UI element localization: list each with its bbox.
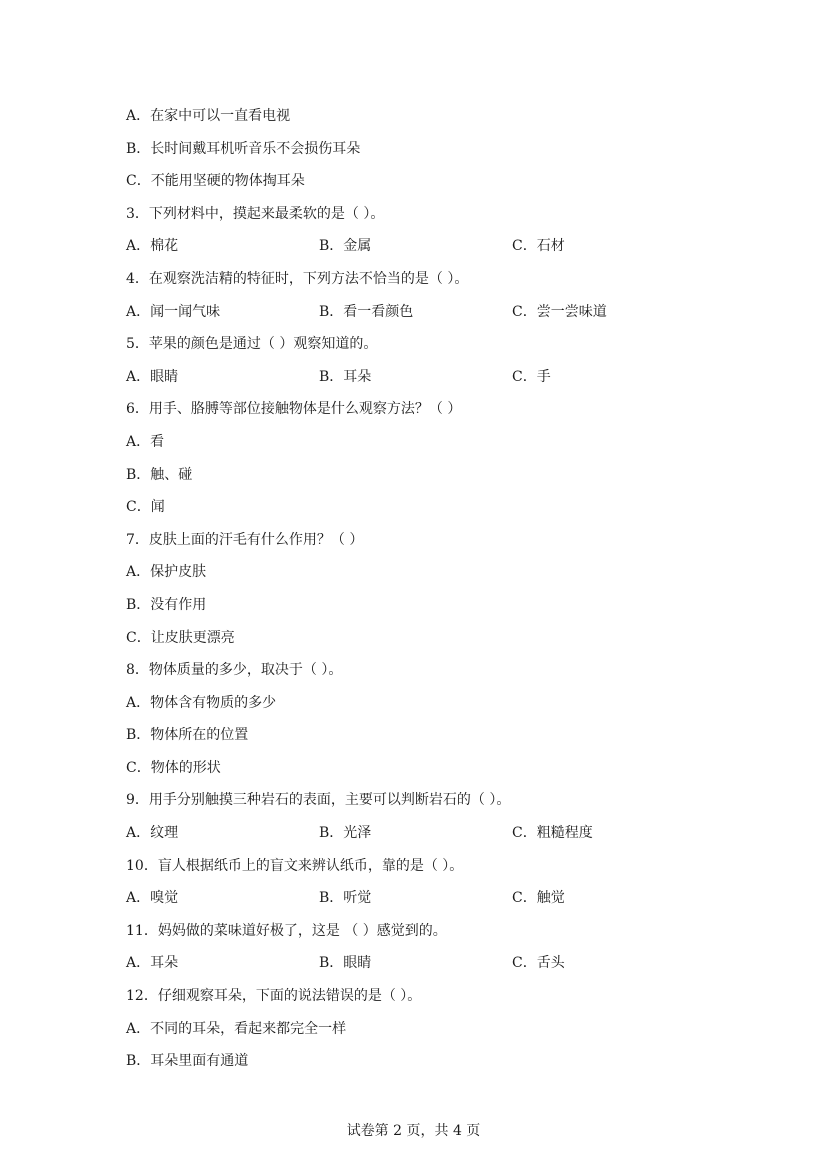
answer-option: C．尝一尝味道 [512, 303, 607, 320]
text-line: 12．仔细观察耳朵，下面的说法错误的是（ ）。 [126, 988, 422, 1005]
text-line: A．保护皮肤 [126, 564, 207, 581]
text-line: 6．用手、胳膊等部位接触物体是什么观察方法？（ ） [126, 401, 462, 418]
answer-option: A．纹理 [126, 825, 179, 842]
text-line: C．闻 [126, 499, 165, 516]
text-line: 4．在观察洗洁精的特征时，下列方法不恰当的是（ ）。 [126, 270, 469, 287]
text-line: B．没有作用 [126, 596, 207, 613]
options-row [126, 302, 766, 335]
answer-option: B．光泽 [319, 825, 372, 842]
text-line: A．在家中可以一直看电视 [126, 108, 291, 124]
text-line: C．不能用坚硬的物体掏耳朵 [126, 173, 305, 190]
text-line: 11．妈妈做的菜味道好极了，这是 （ ）感觉到的。 [126, 922, 447, 939]
options-row [126, 953, 766, 986]
answer-option: A．闻一闻气味 [126, 303, 221, 320]
answer-option: C．石材 [512, 238, 565, 255]
answer-option: C．触觉 [512, 890, 565, 907]
text-line: 3．下列材料中，摸起来最柔软的是（ ）。 [126, 205, 385, 222]
text-line: 9．用手分别触摸三种岩石的表面，主要可以判断岩石的（ ）。 [126, 792, 511, 809]
text-line: B．长时间戴耳机听音乐不会损伤耳朵 [126, 140, 361, 157]
options-row [126, 367, 766, 400]
options-row [126, 236, 766, 269]
text-line: C．物体的形状 [126, 759, 221, 776]
text-line: B．物体所在的位置 [126, 727, 249, 744]
options-row [126, 888, 766, 921]
text-line: A．看 [126, 433, 165, 450]
page-footer: 试卷第 2 页，共 4 页 [346, 1123, 481, 1139]
answer-option: B．听觉 [319, 890, 372, 907]
answer-option: B．看一看颜色 [319, 303, 414, 320]
answer-option: B．金属 [319, 238, 372, 255]
text-line: A．物体含有物质的多少 [126, 694, 277, 711]
text-line: 10．盲人根据纸币上的盲文来辨认纸币，靠的是（ ）。 [126, 857, 464, 874]
answer-option: A．嗅觉 [126, 890, 179, 907]
answer-option: C．粗糙程度 [512, 825, 593, 842]
answer-option: C．舌头 [512, 955, 565, 972]
options-row [126, 823, 766, 856]
answer-option: A．耳朵 [126, 955, 179, 972]
text-line: 8．物体质量的多少，取决于（ ）。 [126, 662, 343, 679]
text-line: B．耳朵里面有通道 [126, 1053, 249, 1070]
answer-option: B．眼睛 [319, 955, 372, 972]
question-list [126, 106, 766, 1084]
text-line: C．让皮肤更漂亮 [126, 629, 235, 646]
answer-option: A．眼睛 [126, 368, 179, 385]
text-line: 5．苹果的颜色是通过（ ）观察知道的。 [126, 336, 378, 353]
answer-option: B．耳朵 [319, 368, 372, 385]
text-line: A．不同的耳朵，看起来都完全一样 [126, 1020, 347, 1037]
answer-option: C．手 [512, 368, 551, 385]
text-line: 7．皮肤上面的汗毛有什么作用？（ ） [126, 531, 364, 548]
answer-option: A．棉花 [126, 238, 179, 255]
text-line: B．触、碰 [126, 466, 193, 483]
